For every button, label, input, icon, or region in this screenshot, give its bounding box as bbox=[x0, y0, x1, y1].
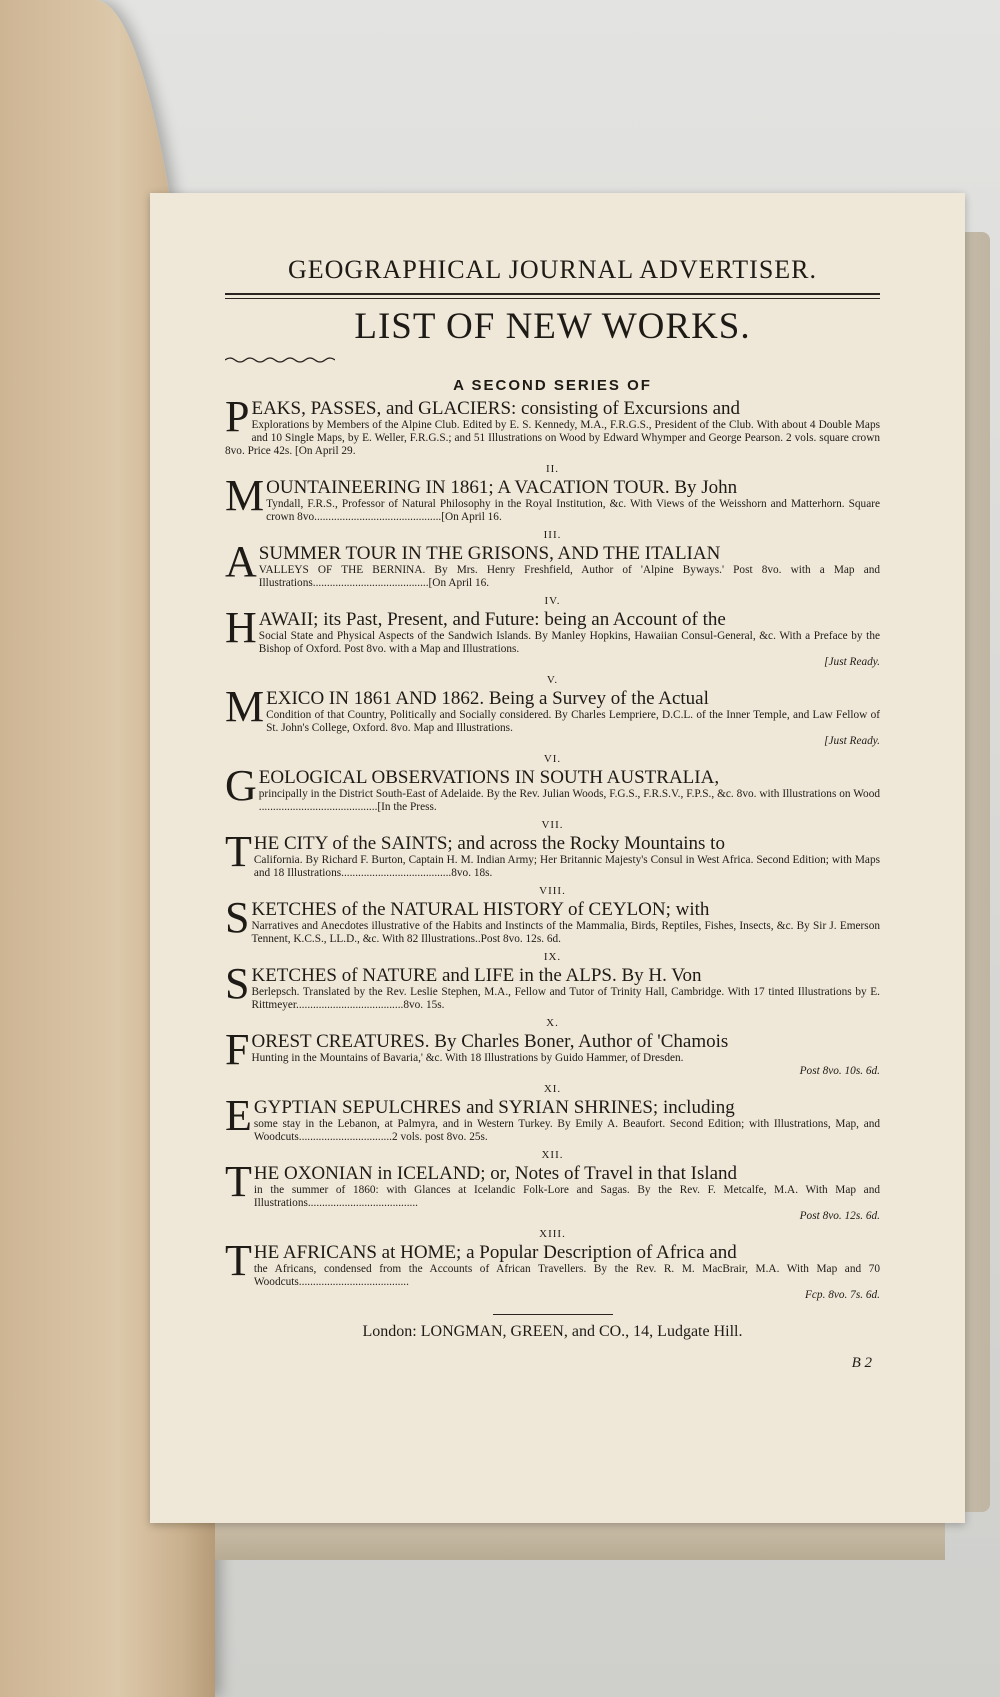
entry-headline-text: AWAII; its Past, Present, and Future: being an Account of the bbox=[258, 609, 726, 630]
entry-description: Explorations by Members of the Alpine Club. Edited by E. S. Kennedy, M.A., F.R.G.S., President of the Club. With about 4 Double Maps and 10 Single Maps, by E. Weller, F.R.G.S.; and 51 Illustrations on Wood by Edward Whymper and George Pearson. 2 vols. square crown 8vo. Price 42s. [On April 29. bbox=[225, 419, 880, 457]
entry-description: California. By Richard F. Burton, Captain H. M. Indian Army; Her Britannic Majesty's Consul in West Africa. Second Edition; with Maps and 18 Illustrations.......................................8vo. 18s. bbox=[253, 854, 880, 879]
entry-numeral: X. bbox=[546, 1017, 559, 1029]
entry-note: [Just Ready. bbox=[824, 656, 880, 668]
signature-mark: B 2 bbox=[851, 1355, 872, 1371]
book-entry bbox=[225, 1083, 880, 1144]
entry-numeral: XII. bbox=[541, 1149, 564, 1161]
entry-description: some stay in the Lebanon, at Palmyra, and in Western Turkey. By Emily A. Beaufort. Second Edition; with Illustrations, Map, and Woodcuts.................................2 vols. post 8vo. 25s. bbox=[253, 1118, 880, 1143]
entry-numeral: IX. bbox=[543, 951, 562, 963]
footer-rule bbox=[493, 1314, 613, 1315]
entry-numeral: IV. bbox=[544, 595, 561, 607]
entry-description: Social State and Physical Aspects of the Sandwich Islands. By Manley Hopkins, Hawaiian Consul-General, &c. With a Preface by the Bishop of Oxford. Post 8vo. with a Map and Illustrations. bbox=[258, 630, 880, 655]
book-entry bbox=[225, 819, 880, 880]
entry-description: Hunting in the Mountains of Bavaria,' &c. With 18 Illustrations by Guido Hammer, of Dresden. bbox=[251, 1052, 684, 1064]
entry-description: Tyndall, F.R.S., Professor of Natural Philosophy in the Royal Institution, &c. With Views of the Weisshorn and Matterhorn. Square crown 8vo.............................................[On April 16. bbox=[266, 498, 880, 523]
book-entry bbox=[225, 529, 880, 590]
entry-initial: E bbox=[225, 1091, 252, 1140]
book-entry bbox=[225, 885, 880, 946]
entry-headline-text: HE AFRICANS at HOME; a Popular Description of Africa and bbox=[253, 1242, 737, 1263]
entry-headline-text: KETCHES of the NATURAL HISTORY of CEYLON; with bbox=[251, 899, 710, 920]
entry-description: VALLEYS OF THE BERNINA. By Mrs. Henry Freshfield, Author of 'Alpine Byways.' Post 8vo. with a Map and Illustrations.........................................[On April 16. bbox=[258, 564, 880, 589]
entry-numeral: VIII. bbox=[539, 885, 566, 897]
entry-initial: G bbox=[225, 761, 257, 810]
entry-description: Narratives and Anecdotes illustrative of the Habits and Instincts of the Mammalia, Birds, Reptiles, Fishes, Insects, &c. By Sir J. Emerson Tennent, K.C.S., LL.D., &c. With 82 Illustrations..Post 8vo. 12s. 6d. bbox=[251, 920, 880, 945]
entry-note: Fcp. 8vo. 7s. 6d. bbox=[805, 1289, 880, 1301]
entry-note: Post 8vo. 12s. 6d. bbox=[799, 1210, 880, 1222]
entry-headline-text: KETCHES of NATURE and LIFE in the ALPS. By H. Von bbox=[251, 965, 702, 986]
book-entry bbox=[225, 1149, 880, 1223]
book-entry bbox=[225, 951, 880, 1012]
entry-initial: M bbox=[225, 682, 265, 731]
page-content bbox=[225, 255, 880, 1372]
entry-note: [Just Ready. bbox=[824, 735, 880, 747]
entry-initial: T bbox=[225, 1157, 252, 1206]
entry-headline-text: EAKS, PASSES, and GLACIERS: consisting of Excursions and bbox=[251, 398, 741, 419]
entry-initial: F bbox=[225, 1025, 250, 1074]
book-entry bbox=[225, 1017, 880, 1078]
entry-numeral: XIII. bbox=[539, 1228, 566, 1240]
entry-headline-text: SUMMER TOUR IN THE GRISONS, AND THE ITALIAN bbox=[258, 543, 721, 564]
publisher-imprint: London: LONGMAN, GREEN, and CO., 14, Ludgate Hill. bbox=[362, 1323, 743, 1340]
entry-headline-text: HE CITY of the SAINTS; and across the Rocky Mountains to bbox=[253, 833, 725, 854]
entry-headline-text: EOLOGICAL OBSERVATIONS IN SOUTH AUSTRALIA, bbox=[258, 767, 720, 788]
book-bottom-edge bbox=[215, 1520, 945, 1560]
entry-headline-text: OUNTAINEERING IN 1861; A VACATION TOUR. By John bbox=[266, 477, 738, 498]
book-entry bbox=[225, 392, 880, 458]
entry-initial: T bbox=[225, 1236, 252, 1285]
entry-initial: S bbox=[225, 959, 250, 1008]
entry-initial: P bbox=[225, 392, 250, 441]
entry-numeral: XI. bbox=[543, 1083, 562, 1095]
page-title: LIST OF NEW WORKS. bbox=[354, 306, 751, 347]
entry-headline-text: GYPTIAN SEPULCHRES and SYRIAN SHRINES; including bbox=[253, 1097, 735, 1118]
series-heading: A SECOND SERIES OF bbox=[453, 377, 652, 394]
entry-headline-text: HE OXONIAN in ICELAND; or, Notes of Travel in that Island bbox=[253, 1163, 738, 1184]
entry-numeral: VII. bbox=[541, 819, 564, 831]
advertiser-page bbox=[150, 193, 965, 1523]
book-entry bbox=[225, 674, 880, 748]
entry-description: Condition of that Country, Politically and Socially considered. By Charles Lempriere, D.C.L. of the Inner Temple, and Law Fellow of St. John's College, Oxford. 8vo. Map and Illustrations. bbox=[266, 709, 880, 734]
entry-note: Post 8vo. 10s. 6d. bbox=[799, 1065, 880, 1077]
entries-list bbox=[225, 392, 880, 1302]
entry-description: in the summer of 1860: with Glances at Icelandic Folk-Lore and Sagas. By the Rev. F. Metcalfe, M.A. With Map and Illustrations....................................... bbox=[253, 1184, 880, 1209]
entry-description: principally in the District South-East of Adelaide. By the Rev. Julian Woods, F.G.S., F.R.S.V., F.P.S., &c. 8vo. with Illustrations on Wood ..........................................[In the Press. bbox=[258, 788, 880, 813]
entry-initial: S bbox=[225, 893, 250, 942]
entry-headline-text: EXICO IN 1861 AND 1862. Being a Survey of the Actual bbox=[266, 688, 709, 709]
book-entry bbox=[225, 753, 880, 814]
entry-initial: M bbox=[225, 471, 265, 520]
entry-initial: H bbox=[225, 603, 257, 652]
book-entry bbox=[225, 595, 880, 669]
entry-initial: A bbox=[225, 537, 257, 586]
entry-numeral: II. bbox=[545, 463, 560, 475]
entry-numeral: VI. bbox=[543, 753, 562, 765]
book-entry bbox=[225, 463, 880, 524]
entry-headline-text: OREST CREATURES. By Charles Boner, Author of 'Chamois bbox=[251, 1031, 729, 1052]
entry-numeral: V. bbox=[546, 674, 559, 686]
entry-numeral: III. bbox=[543, 529, 562, 541]
running-head: GEOGRAPHICAL JOURNAL ADVERTISER. bbox=[287, 255, 818, 284]
entry-description: the Africans, condensed from the Accounts of African Travellers. By the Rev. R. M. MacBrair, M.A. With Map and 70 Woodcuts....................................... bbox=[253, 1263, 880, 1288]
entry-description: Berlepsch. Translated by the Rev. Leslie Stephen, M.A., Fellow and Tutor of Trinity Hall, Cambridge. With 17 tinted Illustrations by E. Rittmeyer......................................8vo. 15s. bbox=[251, 986, 880, 1011]
entry-initial: T bbox=[225, 827, 252, 876]
wavy-ornament bbox=[225, 356, 335, 364]
book-entry bbox=[225, 1228, 880, 1302]
double-rule bbox=[225, 293, 880, 299]
